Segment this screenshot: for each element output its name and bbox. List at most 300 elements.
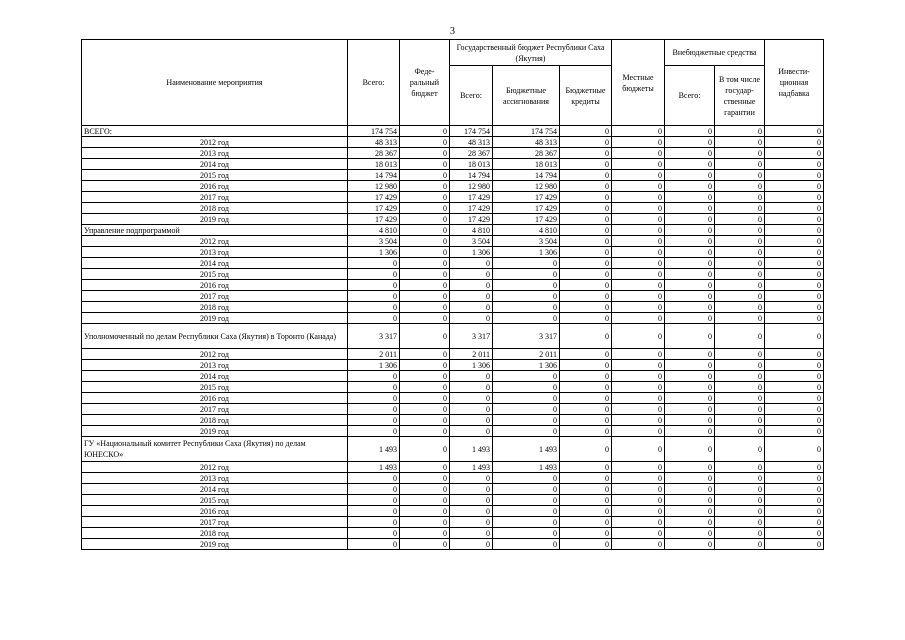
cell-extra-guarantee: 0 — [715, 181, 765, 192]
cell-state-credit: 0 — [560, 371, 612, 382]
cell-federal: 0 — [400, 506, 450, 517]
row-name: 2017 год — [82, 404, 348, 415]
cell-state-total: 0 — [450, 269, 493, 280]
cell-total: 4 810 — [348, 225, 400, 236]
cell-state-alloc: 0 — [493, 473, 560, 484]
cell-extra-guarantee: 0 — [715, 302, 765, 313]
cell-state-total: 12 980 — [450, 181, 493, 192]
cell-total: 0 — [348, 302, 400, 313]
cell-extra-guarantee: 0 — [715, 539, 765, 550]
cell-total: 17 429 — [348, 203, 400, 214]
table-row — [82, 484, 824, 495]
row-name: 2014 год — [82, 484, 348, 495]
cell-total: 12 980 — [348, 181, 400, 192]
cell-local: 0 — [612, 280, 665, 291]
table-row — [82, 539, 824, 550]
table-row — [82, 247, 824, 258]
cell-local: 0 — [612, 192, 665, 203]
table-row — [82, 415, 824, 426]
table-row — [82, 126, 824, 137]
cell-state-credit: 0 — [560, 313, 612, 324]
cell-total: 1 306 — [348, 360, 400, 371]
cell-invest: 0 — [765, 484, 824, 495]
cell-extra-total: 0 — [665, 258, 715, 269]
cell-total: 0 — [348, 484, 400, 495]
cell-total: 0 — [348, 393, 400, 404]
cell-state-alloc: 17 429 — [493, 192, 560, 203]
cell-total: 17 429 — [348, 214, 400, 225]
cell-federal: 0 — [400, 539, 450, 550]
cell-state-total: 3 504 — [450, 236, 493, 247]
cell-local: 0 — [612, 539, 665, 550]
row-name: 2015 год — [82, 495, 348, 506]
cell-state-credit: 0 — [560, 247, 612, 258]
cell-state-credit: 0 — [560, 148, 612, 159]
cell-total: 17 429 — [348, 192, 400, 203]
cell-federal: 0 — [400, 484, 450, 495]
cell-extra-total: 0 — [665, 393, 715, 404]
cell-local: 0 — [612, 225, 665, 236]
cell-extra-total: 0 — [665, 291, 715, 302]
cell-state-alloc: 17 429 — [493, 214, 560, 225]
cell-state-total: 0 — [450, 528, 493, 539]
cell-extra-total: 0 — [665, 324, 715, 349]
cell-state-total: 28 367 — [450, 148, 493, 159]
table-row — [82, 269, 824, 280]
cell-state-total: 17 429 — [450, 203, 493, 214]
row-name: 2019 год — [82, 539, 348, 550]
row-name: 2013 год — [82, 148, 348, 159]
table-row — [82, 393, 824, 404]
cell-state-credit: 0 — [560, 291, 612, 302]
cell-local: 0 — [612, 203, 665, 214]
cell-state-alloc: 0 — [493, 404, 560, 415]
cell-state-credit: 0 — [560, 517, 612, 528]
page-number: 3 — [450, 26, 455, 37]
cell-invest: 0 — [765, 473, 824, 484]
cell-state-total: 0 — [450, 495, 493, 506]
cell-local: 0 — [612, 495, 665, 506]
cell-invest: 0 — [765, 426, 824, 437]
cell-extra-guarantee: 0 — [715, 291, 765, 302]
cell-local: 0 — [612, 269, 665, 280]
cell-federal: 0 — [400, 360, 450, 371]
cell-federal: 0 — [400, 181, 450, 192]
cell-local: 0 — [612, 484, 665, 495]
cell-state-credit: 0 — [560, 382, 612, 393]
cell-state-alloc: 0 — [493, 517, 560, 528]
header-total: Всего: — [348, 40, 400, 126]
cell-extra-total: 0 — [665, 236, 715, 247]
cell-state-credit: 0 — [560, 181, 612, 192]
cell-state-alloc: 0 — [493, 415, 560, 426]
cell-state-total: 3 317 — [450, 324, 493, 349]
cell-federal: 0 — [400, 247, 450, 258]
row-name: 2017 год — [82, 291, 348, 302]
header-name: Наименование мероприятия — [82, 40, 348, 126]
row-name: 2016 год — [82, 393, 348, 404]
table-row — [82, 203, 824, 214]
cell-extra-total: 0 — [665, 506, 715, 517]
table-row — [82, 426, 824, 437]
cell-local: 0 — [612, 313, 665, 324]
cell-federal: 0 — [400, 203, 450, 214]
cell-state-total: 0 — [450, 473, 493, 484]
cell-state-alloc: 174 754 — [493, 126, 560, 137]
cell-invest: 0 — [765, 247, 824, 258]
cell-local: 0 — [612, 247, 665, 258]
table-body — [82, 126, 824, 550]
cell-extra-guarantee: 0 — [715, 214, 765, 225]
cell-extra-guarantee: 0 — [715, 393, 765, 404]
cell-invest: 0 — [765, 324, 824, 349]
cell-local: 0 — [612, 170, 665, 181]
row-name: 2019 год — [82, 214, 348, 225]
table-row — [82, 148, 824, 159]
cell-total: 0 — [348, 269, 400, 280]
cell-local: 0 — [612, 404, 665, 415]
cell-state-alloc: 0 — [493, 371, 560, 382]
header-federal: Феде-ральный бюджет — [400, 40, 450, 126]
cell-invest: 0 — [765, 137, 824, 148]
cell-state-total: 0 — [450, 415, 493, 426]
cell-state-credit: 0 — [560, 528, 612, 539]
cell-state-credit: 0 — [560, 192, 612, 203]
row-name: Управление подпрограммой — [82, 225, 348, 236]
cell-local: 0 — [612, 258, 665, 269]
row-name: 2014 год — [82, 371, 348, 382]
cell-extra-total: 0 — [665, 360, 715, 371]
cell-total: 0 — [348, 258, 400, 269]
cell-local: 0 — [612, 426, 665, 437]
cell-extra-total: 0 — [665, 484, 715, 495]
cell-extra-total: 0 — [665, 225, 715, 236]
cell-local: 0 — [612, 349, 665, 360]
cell-local: 0 — [612, 214, 665, 225]
cell-local: 0 — [612, 528, 665, 539]
cell-state-total: 0 — [450, 393, 493, 404]
cell-invest: 0 — [765, 148, 824, 159]
table-row — [82, 371, 824, 382]
cell-state-credit: 0 — [560, 236, 612, 247]
table-row — [82, 404, 824, 415]
row-name: 2013 год — [82, 247, 348, 258]
cell-state-credit: 0 — [560, 302, 612, 313]
cell-extra-total: 0 — [665, 539, 715, 550]
cell-state-total: 0 — [450, 539, 493, 550]
cell-invest: 0 — [765, 517, 824, 528]
cell-state-total: 4 810 — [450, 225, 493, 236]
cell-federal: 0 — [400, 192, 450, 203]
table-row — [82, 258, 824, 269]
cell-state-credit: 0 — [560, 225, 612, 236]
cell-extra-total: 0 — [665, 404, 715, 415]
table-row — [82, 214, 824, 225]
cell-local: 0 — [612, 371, 665, 382]
cell-federal: 0 — [400, 462, 450, 473]
cell-invest: 0 — [765, 349, 824, 360]
cell-state-total: 0 — [450, 426, 493, 437]
cell-state-alloc: 0 — [493, 382, 560, 393]
row-name: 2013 год — [82, 473, 348, 484]
cell-federal: 0 — [400, 473, 450, 484]
cell-total: 0 — [348, 506, 400, 517]
cell-total: 1 493 — [348, 437, 400, 462]
cell-extra-total: 0 — [665, 528, 715, 539]
cell-federal: 0 — [400, 137, 450, 148]
row-name: 2014 год — [82, 258, 348, 269]
row-name: 2014 год — [82, 159, 348, 170]
cell-invest: 0 — [765, 462, 824, 473]
cell-extra-total: 0 — [665, 170, 715, 181]
cell-state-total: 0 — [450, 517, 493, 528]
cell-federal: 0 — [400, 214, 450, 225]
cell-invest: 0 — [765, 291, 824, 302]
cell-extra-total: 0 — [665, 495, 715, 506]
cell-federal: 0 — [400, 382, 450, 393]
cell-state-alloc: 0 — [493, 528, 560, 539]
header-invest: Инвести-ционная надбавка — [765, 40, 824, 126]
cell-state-total: 1 493 — [450, 462, 493, 473]
cell-state-total: 1 306 — [450, 360, 493, 371]
cell-local: 0 — [612, 360, 665, 371]
cell-local: 0 — [612, 382, 665, 393]
header-state-credit: Бюджетные кредиты — [560, 66, 612, 126]
cell-state-credit: 0 — [560, 126, 612, 137]
cell-total: 0 — [348, 528, 400, 539]
cell-extra-guarantee: 0 — [715, 269, 765, 280]
cell-state-alloc: 1 493 — [493, 462, 560, 473]
cell-total: 14 794 — [348, 170, 400, 181]
row-name: 2012 год — [82, 462, 348, 473]
cell-state-alloc: 2 011 — [493, 349, 560, 360]
cell-federal: 0 — [400, 126, 450, 137]
cell-local: 0 — [612, 462, 665, 473]
cell-state-alloc: 0 — [493, 539, 560, 550]
cell-extra-guarantee: 0 — [715, 528, 765, 539]
cell-federal: 0 — [400, 170, 450, 181]
cell-state-alloc: 0 — [493, 484, 560, 495]
cell-extra-total: 0 — [665, 159, 715, 170]
cell-federal: 0 — [400, 258, 450, 269]
cell-federal: 0 — [400, 393, 450, 404]
cell-invest: 0 — [765, 495, 824, 506]
cell-extra-total: 0 — [665, 192, 715, 203]
cell-extra-guarantee: 0 — [715, 236, 765, 247]
cell-extra-guarantee: 0 — [715, 324, 765, 349]
cell-local: 0 — [612, 437, 665, 462]
cell-state-alloc: 0 — [493, 258, 560, 269]
cell-extra-guarantee: 0 — [715, 170, 765, 181]
cell-extra-total: 0 — [665, 473, 715, 484]
cell-total: 28 367 — [348, 148, 400, 159]
table-row — [82, 473, 824, 484]
row-name: 2016 год — [82, 280, 348, 291]
table-row — [82, 517, 824, 528]
cell-total: 0 — [348, 415, 400, 426]
cell-federal: 0 — [400, 225, 450, 236]
cell-extra-guarantee: 0 — [715, 473, 765, 484]
cell-state-total: 2 011 — [450, 349, 493, 360]
cell-extra-guarantee: 0 — [715, 313, 765, 324]
cell-state-credit: 0 — [560, 506, 612, 517]
cell-extra-guarantee: 0 — [715, 137, 765, 148]
cell-local: 0 — [612, 517, 665, 528]
cell-invest: 0 — [765, 360, 824, 371]
cell-state-credit: 0 — [560, 404, 612, 415]
cell-local: 0 — [612, 148, 665, 159]
cell-total: 48 313 — [348, 137, 400, 148]
cell-extra-guarantee: 0 — [715, 404, 765, 415]
cell-state-credit: 0 — [560, 214, 612, 225]
cell-total: 0 — [348, 473, 400, 484]
cell-state-credit: 0 — [560, 269, 612, 280]
cell-total: 3 504 — [348, 236, 400, 247]
cell-invest: 0 — [765, 404, 824, 415]
cell-invest: 0 — [765, 280, 824, 291]
cell-federal: 0 — [400, 236, 450, 247]
cell-state-total: 174 754 — [450, 126, 493, 137]
cell-extra-total: 0 — [665, 415, 715, 426]
cell-state-credit: 0 — [560, 137, 612, 148]
table-row — [82, 382, 824, 393]
cell-state-credit: 0 — [560, 415, 612, 426]
row-name: 2018 год — [82, 302, 348, 313]
cell-invest: 0 — [765, 269, 824, 280]
cell-extra-guarantee: 0 — [715, 349, 765, 360]
cell-federal: 0 — [400, 159, 450, 170]
row-name: ГУ «Национальный комитет Республики Саха (Якутия) по делам ЮНЕСКО» — [82, 437, 348, 462]
cell-extra-guarantee: 0 — [715, 462, 765, 473]
cell-state-alloc: 0 — [493, 506, 560, 517]
table-row — [82, 159, 824, 170]
cell-state-total: 0 — [450, 404, 493, 415]
cell-extra-guarantee: 0 — [715, 148, 765, 159]
cell-state-alloc: 3 317 — [493, 324, 560, 349]
cell-state-credit: 0 — [560, 258, 612, 269]
cell-invest: 0 — [765, 302, 824, 313]
row-name: 2019 год — [82, 426, 348, 437]
cell-extra-total: 0 — [665, 214, 715, 225]
cell-state-credit: 0 — [560, 170, 612, 181]
cell-extra-guarantee: 0 — [715, 382, 765, 393]
cell-state-total: 1 493 — [450, 437, 493, 462]
cell-invest: 0 — [765, 437, 824, 462]
cell-total: 0 — [348, 291, 400, 302]
cell-federal: 0 — [400, 269, 450, 280]
table-row — [82, 462, 824, 473]
cell-local: 0 — [612, 473, 665, 484]
cell-extra-total: 0 — [665, 382, 715, 393]
cell-extra-guarantee: 0 — [715, 506, 765, 517]
cell-total: 0 — [348, 313, 400, 324]
cell-state-total: 1 306 — [450, 247, 493, 258]
cell-state-total: 14 794 — [450, 170, 493, 181]
cell-extra-total: 0 — [665, 137, 715, 148]
cell-extra-guarantee: 0 — [715, 126, 765, 137]
cell-state-credit: 0 — [560, 539, 612, 550]
cell-extra-total: 0 — [665, 126, 715, 137]
cell-extra-guarantee: 0 — [715, 415, 765, 426]
table-row — [82, 280, 824, 291]
cell-extra-total: 0 — [665, 313, 715, 324]
cell-state-alloc: 14 794 — [493, 170, 560, 181]
row-name: 2012 год — [82, 236, 348, 247]
cell-federal: 0 — [400, 302, 450, 313]
header-extra-incl: В том числе государ-ственные гарантии — [715, 66, 765, 126]
cell-state-credit: 0 — [560, 484, 612, 495]
cell-state-credit: 0 — [560, 393, 612, 404]
row-name: 2012 год — [82, 349, 348, 360]
cell-extra-guarantee: 0 — [715, 360, 765, 371]
cell-invest: 0 — [765, 415, 824, 426]
row-name: ВСЕГО: — [82, 126, 348, 137]
cell-state-alloc: 28 367 — [493, 148, 560, 159]
cell-local: 0 — [612, 506, 665, 517]
table-row — [82, 181, 824, 192]
table-row — [82, 137, 824, 148]
cell-invest: 0 — [765, 126, 824, 137]
cell-state-alloc: 12 980 — [493, 181, 560, 192]
row-name: 2012 год — [82, 137, 348, 148]
cell-local: 0 — [612, 126, 665, 137]
row-name: 2017 год — [82, 517, 348, 528]
cell-total: 0 — [348, 495, 400, 506]
cell-extra-guarantee: 0 — [715, 484, 765, 495]
cell-federal: 0 — [400, 437, 450, 462]
header-local: Местные бюджеты — [612, 40, 665, 126]
cell-federal: 0 — [400, 324, 450, 349]
cell-local: 0 — [612, 236, 665, 247]
cell-invest: 0 — [765, 192, 824, 203]
cell-federal: 0 — [400, 404, 450, 415]
cell-invest: 0 — [765, 539, 824, 550]
cell-extra-guarantee: 0 — [715, 247, 765, 258]
cell-total: 1 306 — [348, 247, 400, 258]
cell-total: 1 493 — [348, 462, 400, 473]
cell-invest: 0 — [765, 159, 824, 170]
cell-state-alloc: 3 504 — [493, 236, 560, 247]
cell-federal: 0 — [400, 291, 450, 302]
cell-invest: 0 — [765, 170, 824, 181]
cell-state-credit: 0 — [560, 473, 612, 484]
cell-total: 18 013 — [348, 159, 400, 170]
cell-extra-guarantee: 0 — [715, 192, 765, 203]
cell-state-total: 0 — [450, 371, 493, 382]
table-row — [82, 506, 824, 517]
cell-total: 174 754 — [348, 126, 400, 137]
cell-invest: 0 — [765, 528, 824, 539]
cell-total: 0 — [348, 404, 400, 415]
cell-state-credit: 0 — [560, 426, 612, 437]
cell-local: 0 — [612, 324, 665, 349]
cell-federal: 0 — [400, 528, 450, 539]
header-extra-budget: Внебюджетные средства — [665, 40, 765, 66]
cell-state-credit: 0 — [560, 324, 612, 349]
cell-extra-total: 0 — [665, 302, 715, 313]
cell-local: 0 — [612, 137, 665, 148]
cell-extra-total: 0 — [665, 181, 715, 192]
row-name: 2015 год — [82, 269, 348, 280]
table-row — [82, 225, 824, 236]
cell-invest: 0 — [765, 393, 824, 404]
cell-local: 0 — [612, 159, 665, 170]
cell-federal: 0 — [400, 349, 450, 360]
cell-extra-total: 0 — [665, 280, 715, 291]
cell-total: 0 — [348, 382, 400, 393]
cell-extra-guarantee: 0 — [715, 371, 765, 382]
header-extra-total: Всего: — [665, 66, 715, 126]
